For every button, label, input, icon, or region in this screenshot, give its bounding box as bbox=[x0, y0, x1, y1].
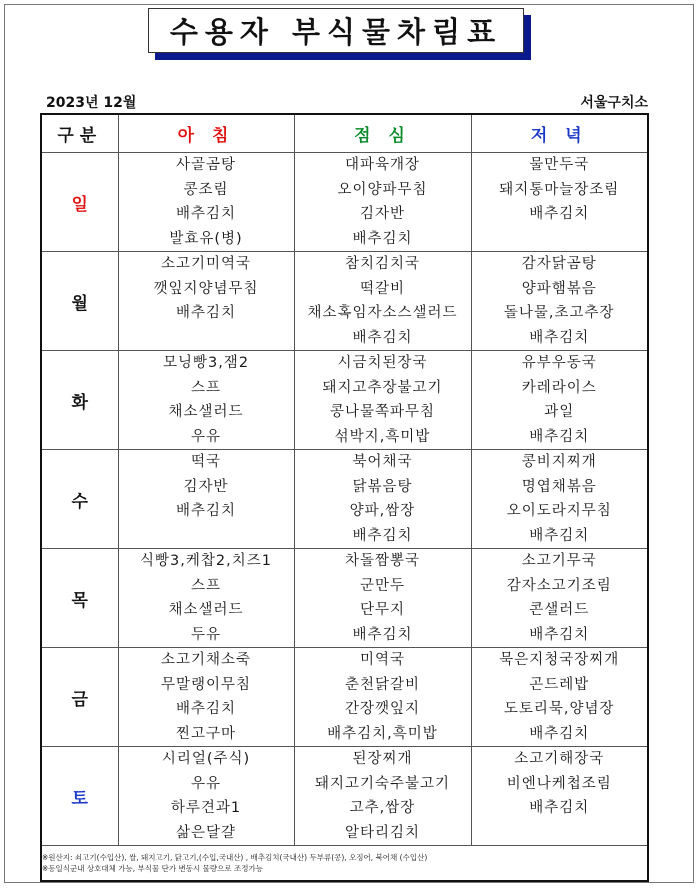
menu-item: 감자소고기조림 bbox=[506, 577, 612, 594]
lunch-cell bbox=[294, 747, 471, 846]
menu-item: 모닝빵3,잼2 bbox=[162, 355, 250, 371]
table-row bbox=[41, 549, 648, 648]
menu-item: 단무지 bbox=[359, 602, 406, 618]
table-row bbox=[41, 252, 648, 351]
menu-item: 섞박지,흑미밥 bbox=[334, 428, 431, 445]
menu-item: 참치김치국 bbox=[344, 256, 421, 272]
menu-item: 채소혹임자소스샐러드 bbox=[307, 305, 458, 321]
notes-row bbox=[41, 846, 648, 882]
header-breakfast: 아 침 bbox=[118, 114, 294, 153]
menu-item: 배추김치 bbox=[529, 626, 590, 643]
menu-item: 찐고구마 bbox=[175, 725, 237, 742]
day-label: 월 bbox=[41, 252, 118, 351]
menu-item: 닭볶음탕 bbox=[352, 478, 413, 495]
menu-item: 배추김치 bbox=[529, 206, 590, 222]
origin-note: ※원산지: 쇠고기(수입산), 쌀, 돼지고기, 닭고기,(수입,국내산) , 배추김치(국내산) 두부류(콩), 오징어, 북어채 (수입산) bbox=[42, 853, 428, 862]
menu-item: 스프 bbox=[190, 577, 221, 594]
menu-item: 시리얼(주식) bbox=[161, 751, 251, 767]
day-label: 수 bbox=[41, 450, 118, 549]
menu-item: 소고기미역국 bbox=[160, 256, 252, 272]
menu-item: 곤드레밥 bbox=[529, 676, 590, 693]
menu-month: 2023년 12월 bbox=[46, 95, 137, 111]
menu-item: 배추김치 bbox=[352, 329, 413, 346]
menu-item: 돌나물,초고추장 bbox=[503, 305, 615, 321]
lunch-cell bbox=[294, 450, 471, 549]
header-category: 구분 bbox=[41, 114, 118, 153]
header-dinner: 저 녁 bbox=[471, 114, 648, 153]
menu-item: 배추김치 bbox=[352, 527, 413, 544]
menu-item: 콩조림 bbox=[183, 181, 229, 198]
menu-item: 삶은달걀 bbox=[175, 824, 237, 841]
breakfast-cell bbox=[118, 351, 294, 450]
menu-item: 돼지통마늘장조림 bbox=[499, 181, 620, 198]
breakfast-cell bbox=[118, 747, 294, 846]
menu-item: 발효유(병) bbox=[169, 230, 243, 247]
menu-item: 시금치된장국 bbox=[337, 355, 428, 371]
day-label: 목 bbox=[41, 549, 118, 648]
menu-item: 양파햄볶음 bbox=[521, 280, 597, 297]
menu-item: 배추김치 bbox=[529, 428, 590, 445]
menu-item: 양파,쌈장 bbox=[349, 503, 416, 519]
menu-item: 콩나물쪽파무침 bbox=[329, 404, 436, 420]
menu-item: 춘천닭갈비 bbox=[344, 676, 421, 693]
day-label: 일 bbox=[41, 153, 118, 252]
menu-item: 유부우동국 bbox=[521, 355, 597, 371]
menu-item: 배추김치 bbox=[352, 626, 413, 643]
facility-name: 서울구치소 bbox=[580, 95, 648, 111]
menu-item: 알타리김치 bbox=[344, 824, 421, 841]
breakfast-cell bbox=[118, 450, 294, 549]
menu-item: 카레라이스 bbox=[521, 379, 597, 396]
menu-item: 우유 bbox=[190, 428, 221, 445]
dinner-cell bbox=[471, 351, 648, 450]
menu-item: 하루견과1 bbox=[170, 800, 242, 816]
menu-item: 무말랭이무침 bbox=[160, 676, 252, 693]
substitution-note: ※동일식군내 상호대체 가능, 부식물 단가 변동시 물량으로 조정가능 bbox=[42, 864, 263, 873]
menu-item: 배추김치 bbox=[529, 329, 590, 346]
breakfast-cell bbox=[118, 252, 294, 351]
day-label: 화 bbox=[41, 351, 118, 450]
menu-item: 콩비지찌개 bbox=[521, 454, 597, 470]
dinner-cell bbox=[471, 153, 648, 252]
menu-item: 배추김치 bbox=[175, 701, 237, 717]
footnotes bbox=[41, 846, 648, 882]
menu-item: 배추김치 bbox=[175, 206, 237, 222]
menu-item: 배추김치 bbox=[352, 230, 413, 247]
menu-item: 소고기무국 bbox=[521, 553, 597, 569]
menu-item: 소고기채소죽 bbox=[160, 652, 252, 668]
table-row bbox=[41, 450, 648, 549]
menu-item: 떡갈비 bbox=[359, 280, 406, 297]
dinner-cell bbox=[471, 648, 648, 747]
menu-item: 깻잎지양념무침 bbox=[153, 280, 259, 297]
menu-item: 배추김치 bbox=[175, 503, 237, 519]
dinner-cell bbox=[471, 252, 648, 351]
menu-item: 배추김치 bbox=[529, 725, 590, 742]
table-row bbox=[41, 747, 648, 846]
menu-item: 감자닭곰탕 bbox=[521, 256, 597, 272]
breakfast-cell bbox=[118, 648, 294, 747]
lunch-cell bbox=[294, 549, 471, 648]
breakfast-cell bbox=[118, 153, 294, 252]
menu-item: 채소샐러드 bbox=[168, 602, 244, 618]
menu-item: 북어채국 bbox=[352, 454, 413, 470]
menu-item: 도토리묵,양념장 bbox=[503, 701, 615, 717]
menu-item: 미역국 bbox=[359, 652, 406, 668]
menu-item: 오이도라지무침 bbox=[506, 503, 612, 519]
page-title: 수용자 부식물차림표 bbox=[148, 8, 524, 53]
meal-menu-table bbox=[40, 113, 649, 882]
menu-item: 고추,쌈장 bbox=[349, 800, 416, 816]
dinner-cell bbox=[471, 549, 648, 648]
menu-item: 배추김치,흑미밥 bbox=[327, 725, 438, 742]
table-row bbox=[41, 351, 648, 450]
menu-item: 식빵3,케찹2,치즈1 bbox=[140, 553, 272, 569]
menu-item: 간장깻잎지 bbox=[344, 701, 421, 717]
menu-item: 묵은지청국장찌개 bbox=[499, 652, 620, 668]
menu-item: 소고기해장국 bbox=[514, 751, 605, 767]
menu-item: 군만두 bbox=[359, 577, 406, 594]
menu-item: 떡국 bbox=[190, 454, 221, 470]
menu-item: 명엽채볶음 bbox=[521, 478, 597, 495]
lunch-cell bbox=[294, 351, 471, 450]
header-lunch: 점 심 bbox=[294, 114, 471, 153]
menu-item: 물만두국 bbox=[529, 157, 590, 173]
menu-item: 사골곰탕 bbox=[175, 157, 237, 173]
table-header-row bbox=[41, 114, 648, 153]
menu-item: 돼지고기숙주불고기 bbox=[314, 775, 451, 792]
dinner-cell bbox=[471, 450, 648, 549]
day-label: 금 bbox=[41, 648, 118, 747]
day-label: 토 bbox=[41, 747, 118, 846]
title-banner bbox=[148, 8, 531, 60]
table-body bbox=[41, 153, 648, 846]
menu-item: 우유 bbox=[190, 775, 221, 792]
menu-item: 김자반 bbox=[359, 206, 406, 222]
lunch-cell bbox=[294, 153, 471, 252]
menu-item: 오이양파무침 bbox=[337, 181, 428, 198]
lunch-cell bbox=[294, 252, 471, 351]
menu-item: 대파육개장 bbox=[344, 157, 421, 173]
menu-item: 과일 bbox=[544, 404, 575, 420]
menu-item: 된장찌개 bbox=[352, 751, 413, 767]
menu-item: 배추김치 bbox=[529, 527, 590, 544]
menu-item: 돼지고추장불고기 bbox=[322, 379, 443, 396]
menu-item: 김자반 bbox=[183, 478, 229, 495]
lunch-cell bbox=[294, 648, 471, 747]
menu-item: 차돌짬뽕국 bbox=[344, 553, 421, 569]
breakfast-cell bbox=[118, 549, 294, 648]
menu-item: 스프 bbox=[190, 379, 221, 396]
menu-item: 배추김치 bbox=[529, 800, 590, 816]
menu-item: 배추김치 bbox=[175, 305, 237, 321]
menu-item: 채소샐러드 bbox=[168, 404, 244, 420]
table-row bbox=[41, 648, 648, 747]
table-row bbox=[41, 153, 648, 252]
menu-item: 비엔나케첩조림 bbox=[506, 775, 612, 792]
menu-item: 콘샐러드 bbox=[529, 602, 590, 618]
menu-item: 두유 bbox=[190, 626, 221, 643]
dinner-cell bbox=[471, 747, 648, 846]
